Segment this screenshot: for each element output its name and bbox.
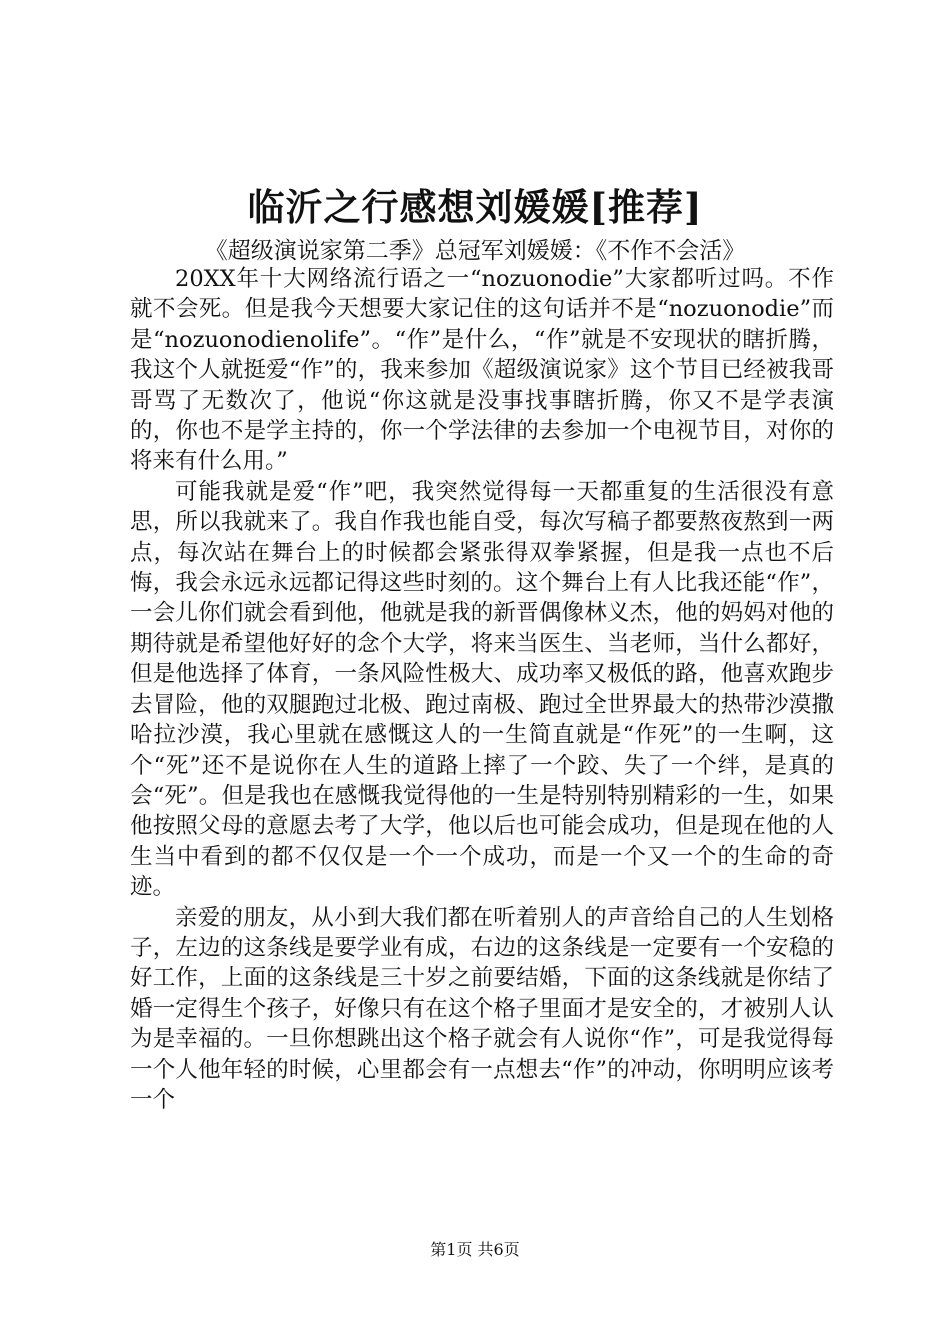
document-title: 临沂之行感想刘媛媛[推荐] xyxy=(247,185,703,229)
document-subtitle: 《超级演说家第二季》总冠军刘媛媛：《不作不会活》 xyxy=(204,238,746,264)
document-body xyxy=(130,264,834,1115)
paragraph-1: 20XX年十大网络流行语之一“nozuonodie”大家都听过吗。不作就不会死。但是我今天想要大家记住的这句话并不是“nozuonodie”而是“nozuonodienolife”。“作”是什么，“作”就是不安现状的瞎折腾，我这个人就挺爱“作”的，我来参加《超级演说家》这个节目已经被我哥哥骂了无数次了，他说“你这就是没事找事瞎折腾，你又不是学表演的，你也不是学主持的，你一个学法律的去参加一个电视节目，对你的将来有什么用。” xyxy=(130,266,834,475)
page-number-footer: 第1页 共6页 xyxy=(430,1240,520,1259)
paragraph-3: 亲爱的朋友，从小到大我们都在听着别人的声音给自己的人生划格子，左边的这条线是要学业有成，右边的这条线是一定要有一个安稳的好工作，上面的这条线是三十岁之前要结婚，下面的这条线就是你结了婚一定得生个孩子，好像只有在这个格子里面才是安全的，才被别人认为是幸福的。一旦你想跳出这个格子就会有人说你“作”，可是我觉得每一个人他年轻的时候，心里都会有一点想去“作”的冲动，你明明应该考一个 xyxy=(130,904,834,1113)
paragraph-2: 可能我就是爱“作”吧，我突然觉得每一天都重复的生活很没有意思，所以我就来了。我自作我也能自受，每次写稿子都要熬夜熬到一两点，每次站在舞台上的时候都会紧张得双拳紧握，但是我一点也不后悔，我会永远永远都记得这些时刻的。这个舞台上有人比我还能“作”，一会儿你们就会看到他，他就是我的新晋偶像林义杰，他的妈妈对他的期待就是希望他好好的念个大学，将来当医生、当老师，当什么都好，但是他选择了体育，一条风险性极大、成功率又极低的路，他喜欢跑步去冒险，他的双腿跑过北极、跑过南极、跑过全世界最大的热带沙漠撒哈拉沙漠，我心里就在感慨这人的一生简直就是“作死”的一生啊，这个“死”还不是说你在人生的道路上摔了一个跤、失了一个绊，是真的会“死”。但是我也在感慨我觉得他的一生是特别特别精彩的一生，如果他按照父母的意愿去考了大学，他以后也可能会成功，但是现在他的人生当中看到的都不仅仅是一个一个成功，而是一个又一个的生命的奇迹。 xyxy=(130,478,834,901)
